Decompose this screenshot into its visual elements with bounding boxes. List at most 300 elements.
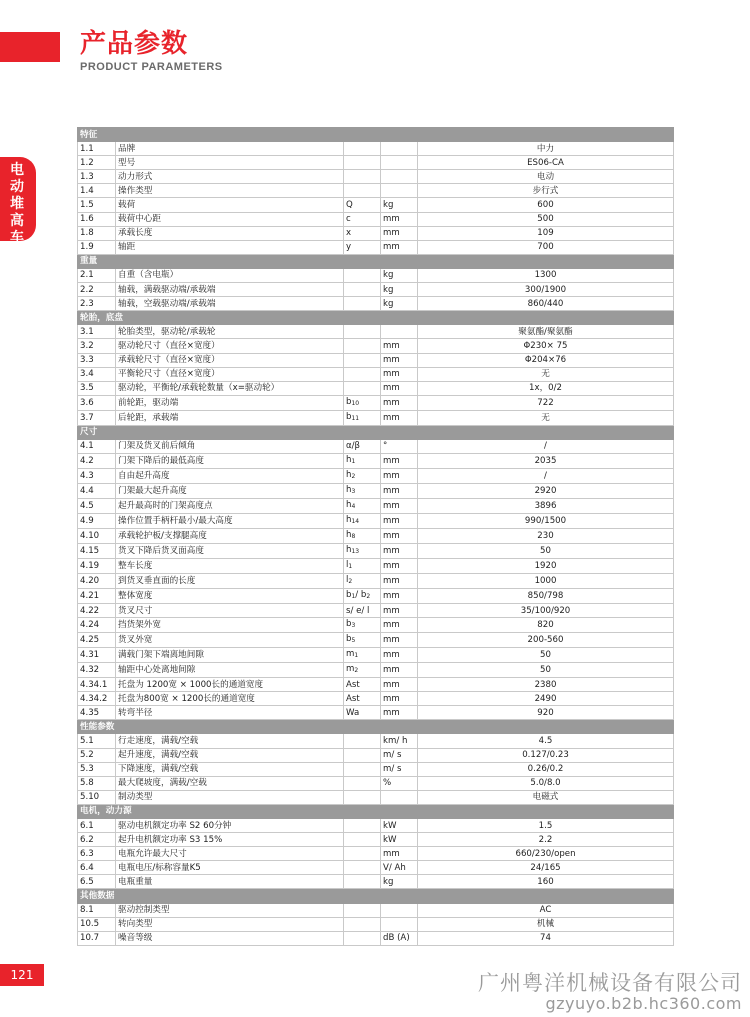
row-value: 50 [418,663,674,678]
row-feature: 托盘为 1200宽 × 1000长的通道宽度 [116,678,344,692]
company-url: gzyuyo.b2b.hc360.com [545,994,742,1013]
row-unit: mm [381,706,418,720]
table-row [78,847,674,861]
row-feature: 操作位置手柄杆最小/最大高度 [116,513,344,528]
row-unit: mm [381,395,418,410]
row-symbol [344,633,381,648]
row-symbol [344,706,381,720]
row-number: 4.9 [78,513,116,528]
table-row [78,325,674,339]
row-feature: 前轮距，驱动端 [116,395,344,410]
row-feature: 驱动控制类型 [116,903,344,917]
side-tab-label: 电动堆高车 [10,162,24,246]
row-symbol [344,297,381,311]
row-number: 5.2 [78,748,116,762]
row-number: 6.2 [78,833,116,847]
row-number: 6.1 [78,819,116,833]
row-symbol [344,833,381,847]
table-row [78,513,674,528]
row-symbol [344,663,381,678]
row-value: 1920 [418,558,674,573]
row-symbol [344,573,381,588]
row-unit: mm [381,678,418,692]
table-row [78,875,674,889]
row-feature: 行走速度，满载/空载 [116,734,344,748]
table-row [78,353,674,367]
row-unit: mm [381,410,418,425]
table-row [78,498,674,513]
row-symbol-sub: 1 [351,592,356,600]
row-symbol [344,917,381,931]
row-unit: kg [381,875,418,889]
row-symbol [344,198,381,212]
row-symbol [344,367,381,381]
row-symbol [344,283,381,297]
table-row [78,618,674,633]
row-value: 920 [418,706,674,720]
section-header-row [78,254,674,268]
row-symbol-text: b [346,396,352,407]
row-number: 4.4 [78,483,116,498]
row-number: 4.20 [78,573,116,588]
table-row [78,776,674,790]
page-title: 产品参数 [80,29,189,59]
row-number: 6.5 [78,875,116,889]
row-feature: 电瓶电压/标称容量K5 [116,861,344,875]
row-number: 6.4 [78,861,116,875]
row-unit: kW [381,819,418,833]
section-title: 尺寸 [78,425,674,439]
row-symbol [344,339,381,353]
row-symbol-text: b [346,619,352,630]
row-symbol [344,395,381,410]
row-value: 860/440 [418,297,674,311]
row-unit [381,170,418,184]
table-row [78,170,674,184]
table-row [78,762,674,776]
row-symbol-sub: 2 [351,472,356,480]
row-feature: 门架最大起升高度 [116,483,344,498]
row-symbol [344,790,381,804]
row-symbol-sub: 13 [351,547,360,555]
row-number: 4.34.2 [78,692,116,706]
row-feature: 自重（含电瓶） [116,268,344,282]
row-symbol-text: Ast [346,693,360,704]
row-number: 10.7 [78,931,116,945]
row-unit: kg [381,283,418,297]
row-number: 4.22 [78,603,116,617]
row-number: 1.9 [78,240,116,254]
table-row [78,142,674,156]
row-unit [381,325,418,339]
row-symbol-text: h [346,454,352,465]
table-row [78,790,674,804]
row-value: / [418,439,674,453]
table-row [78,633,674,648]
row-feature: 电瓶重量 [116,875,344,889]
row-value: 850/798 [418,588,674,603]
row-number: 2.2 [78,283,116,297]
table-row [78,833,674,847]
spec-table-container [77,127,673,946]
row-symbol-text: h [346,469,352,480]
row-feature: 承载轮尺寸（直径×宽度） [116,353,344,367]
row-unit: mm [381,339,418,353]
row-value: 722 [418,395,674,410]
row-feature: 起升速度，满载/空载 [116,748,344,762]
row-number: 4.19 [78,558,116,573]
row-symbol-text: h [346,499,352,510]
row-number: 5.1 [78,734,116,748]
row-number: 5.10 [78,790,116,804]
table-row [78,861,674,875]
row-symbol [344,819,381,833]
row-feature: 转弯半径 [116,706,344,720]
row-number: 3.6 [78,395,116,410]
row-symbol-text: m [346,649,355,660]
row-unit [381,903,418,917]
row-unit [381,142,418,156]
row-number: 10.5 [78,917,116,931]
row-feature: 整车长度 [116,558,344,573]
row-symbol-text: h [346,529,352,540]
table-row [78,268,674,282]
row-unit: km/ h [381,734,418,748]
row-value: 820 [418,618,674,633]
table-row [78,339,674,353]
row-feature: 整体宽度 [116,588,344,603]
row-number: 1.2 [78,156,116,170]
row-number: 3.5 [78,381,116,395]
table-row [78,603,674,617]
row-symbol [344,734,381,748]
row-symbol-sub: 1 [354,652,359,660]
row-symbol [344,903,381,917]
row-number: 1.4 [78,184,116,198]
row-symbol [344,453,381,468]
row-feature: 挡货架外宽 [116,618,344,633]
table-row [78,734,674,748]
row-value: 109 [418,226,674,240]
row-unit: mm [381,381,418,395]
row-number: 3.1 [78,325,116,339]
row-value: 990/1500 [418,513,674,528]
row-symbol-text: Q [346,200,353,211]
row-unit: m/ s [381,748,418,762]
company-name: 广州粤洋机械设备有限公司 [478,971,742,995]
row-number: 3.2 [78,339,116,353]
row-feature: 最大爬坡度，满载/空载 [116,776,344,790]
row-symbol-sub: 2 [354,667,359,675]
row-number: 4.24 [78,618,116,633]
row-unit: mm [381,663,418,678]
row-symbol-sub: 1 [351,457,356,465]
row-symbol [344,381,381,395]
row-symbol-text: l [346,559,349,570]
row-symbol [344,240,381,254]
row-symbol [344,170,381,184]
row-feature: 载荷中心距 [116,212,344,226]
row-symbol-text: b [346,589,352,600]
row-value: ES06-CA [418,156,674,170]
table-row [78,453,674,468]
section-header-row [78,889,674,903]
row-value: 0.26/0.2 [418,762,674,776]
header-red-bar [0,32,60,62]
row-unit: kg [381,297,418,311]
row-symbol [344,212,381,226]
section-title: 电机，动力源 [78,804,674,818]
row-value: 中力 [418,142,674,156]
row-number: 1.1 [78,142,116,156]
row-unit: mm [381,573,418,588]
row-feature: 起升电机额定功率 S3 15% [116,833,344,847]
row-unit: mm [381,558,418,573]
row-symbol [344,410,381,425]
section-header-row [78,720,674,734]
row-symbol-text: Ast [346,679,360,690]
section-title: 轮胎，底盘 [78,311,674,325]
row-value: 300/1900 [418,283,674,297]
row-value: 2380 [418,678,674,692]
row-unit: mm [381,353,418,367]
row-value: 160 [418,875,674,889]
row-feature: 轮胎类型，驱动轮/承载轮 [116,325,344,339]
table-row [78,706,674,720]
row-value: 无 [418,410,674,425]
row-symbol-sub: 11 [351,414,360,422]
table-row [78,692,674,706]
row-symbol [344,513,381,528]
row-symbol-text: h [346,484,352,495]
row-number: 4.3 [78,468,116,483]
row-symbol-sub: 14 [351,517,360,525]
row-value: 35/100/920 [418,603,674,617]
table-row [78,240,674,254]
row-value: 1.5 [418,819,674,833]
row-symbol [344,268,381,282]
row-symbol-text: c [346,214,351,225]
row-feature: 载荷 [116,198,344,212]
row-value: 200-560 [418,633,674,648]
row-feature: 驱动轮尺寸（直径×宽度） [116,339,344,353]
section-header-row [78,311,674,325]
row-unit: mm [381,240,418,254]
row-value: 230 [418,528,674,543]
table-row [78,528,674,543]
table-row [78,439,674,453]
row-number: 4.10 [78,528,116,543]
row-value: 聚氨酯/聚氨酯 [418,325,674,339]
row-value: 机械 [418,917,674,931]
section-title: 其他数据 [78,889,674,903]
row-number: 8.1 [78,903,116,917]
row-unit: mm [381,633,418,648]
section-title: 特征 [78,128,674,142]
row-symbol [344,325,381,339]
row-value: / [418,468,674,483]
row-feature: 门架及货叉前后倾角 [116,439,344,453]
row-symbol [344,543,381,558]
row-symbol-tail: / b [355,589,367,600]
table-row [78,543,674,558]
row-unit: mm [381,483,418,498]
row-symbol [344,648,381,663]
row-unit: mm [381,543,418,558]
row-feature: 轴载，空载驱动端/承载端 [116,297,344,311]
row-feature: 到货叉垂直面的长度 [116,573,344,588]
row-feature: 品牌 [116,142,344,156]
row-number: 4.2 [78,453,116,468]
row-value: 500 [418,212,674,226]
row-symbol-text: Wa [346,707,360,718]
row-value: 2035 [418,453,674,468]
row-symbol-text: b [346,634,352,645]
row-unit: kg [381,268,418,282]
table-row [78,297,674,311]
row-feature: 型号 [116,156,344,170]
row-unit: V/ Ah [381,861,418,875]
table-row [78,226,674,240]
section-header-row [78,804,674,818]
row-unit: mm [381,692,418,706]
row-feature: 自由起升高度 [116,468,344,483]
table-row [78,819,674,833]
row-number: 1.6 [78,212,116,226]
row-unit: mm [381,618,418,633]
row-symbol [344,748,381,762]
row-feature: 货叉下降后货叉面高度 [116,543,344,558]
table-row [78,156,674,170]
row-symbol-text: s/ e/ l [346,605,370,616]
section-header-row [78,425,674,439]
row-number: 3.4 [78,367,116,381]
table-row [78,663,674,678]
page-number: 121 [10,968,34,982]
table-row [78,367,674,381]
table-row [78,483,674,498]
row-number: 4.15 [78,543,116,558]
row-unit: mm [381,513,418,528]
row-feature: 电瓶允许最大尺寸 [116,847,344,861]
row-symbol [344,678,381,692]
row-feature: 满载门架下端离地间隙 [116,648,344,663]
row-value: 2920 [418,483,674,498]
row-number: 2.3 [78,297,116,311]
row-symbol-sub: 5 [351,637,356,645]
row-unit: mm [381,648,418,663]
row-value: 700 [418,240,674,254]
row-value: 电动 [418,170,674,184]
row-symbol [344,439,381,453]
row-number: 1.8 [78,226,116,240]
row-value: 2490 [418,692,674,706]
row-symbol-text: α/β [346,441,361,452]
row-unit: kW [381,833,418,847]
row-value: 2.2 [418,833,674,847]
section-header-row [78,128,674,142]
row-number: 4.35 [78,706,116,720]
row-value: 74 [418,931,674,945]
row-number: 1.3 [78,170,116,184]
row-unit [381,917,418,931]
row-symbol-text: h [346,544,352,555]
row-feature: 货叉尺寸 [116,603,344,617]
row-unit: mm [381,498,418,513]
row-value: 3896 [418,498,674,513]
table-row [78,588,674,603]
row-symbol-sub: 3 [351,487,356,495]
row-symbol [344,483,381,498]
table-row [78,748,674,762]
row-number: 4.31 [78,648,116,663]
table-row [78,410,674,425]
row-unit [381,156,418,170]
row-feature: 承载长度 [116,226,344,240]
table-row [78,678,674,692]
row-symbol [344,603,381,617]
row-number: 4.32 [78,663,116,678]
row-feature: 平衡轮尺寸（直径×宽度） [116,367,344,381]
row-symbol [344,762,381,776]
row-feature: 下降速度，满载/空载 [116,762,344,776]
row-unit [381,790,418,804]
row-number: 4.25 [78,633,116,648]
row-unit: mm [381,603,418,617]
row-unit: kg [381,198,418,212]
row-value: Φ230× 75 [418,339,674,353]
row-unit: mm [381,453,418,468]
row-symbol-sub: 1 [348,562,353,570]
row-value: 无 [418,367,674,381]
table-row [78,212,674,226]
row-feature: 轴载，满载驱动端/承载端 [116,283,344,297]
row-symbol-text: l [346,574,349,585]
table-row [78,184,674,198]
row-symbol-text: m [346,664,355,675]
row-symbol [344,558,381,573]
row-unit: mm [381,468,418,483]
row-number: 1.5 [78,198,116,212]
row-symbol [344,692,381,706]
table-row [78,648,674,663]
row-value: AC [418,903,674,917]
row-symbol [344,142,381,156]
row-number: 5.3 [78,762,116,776]
row-value: 步行式 [418,184,674,198]
table-row [78,573,674,588]
table-row [78,931,674,945]
row-symbol-sub: 8 [351,532,356,540]
row-symbol [344,776,381,790]
row-feature: 转向类型 [116,917,344,931]
section-title: 重量 [78,254,674,268]
row-unit: ° [381,439,418,453]
row-feature: 轴距中心处离地间隙 [116,663,344,678]
row-unit: % [381,776,418,790]
row-symbol [344,498,381,513]
row-value: 1x，0/2 [418,381,674,395]
row-symbol [344,931,381,945]
row-value: 5.0/8.0 [418,776,674,790]
table-row [78,283,674,297]
row-symbol-sub: 4 [351,502,356,510]
row-feature: 制动类型 [116,790,344,804]
row-symbol [344,847,381,861]
row-value: 电磁式 [418,790,674,804]
row-number: 5.8 [78,776,116,790]
row-symbol-sub: 10 [351,399,360,407]
